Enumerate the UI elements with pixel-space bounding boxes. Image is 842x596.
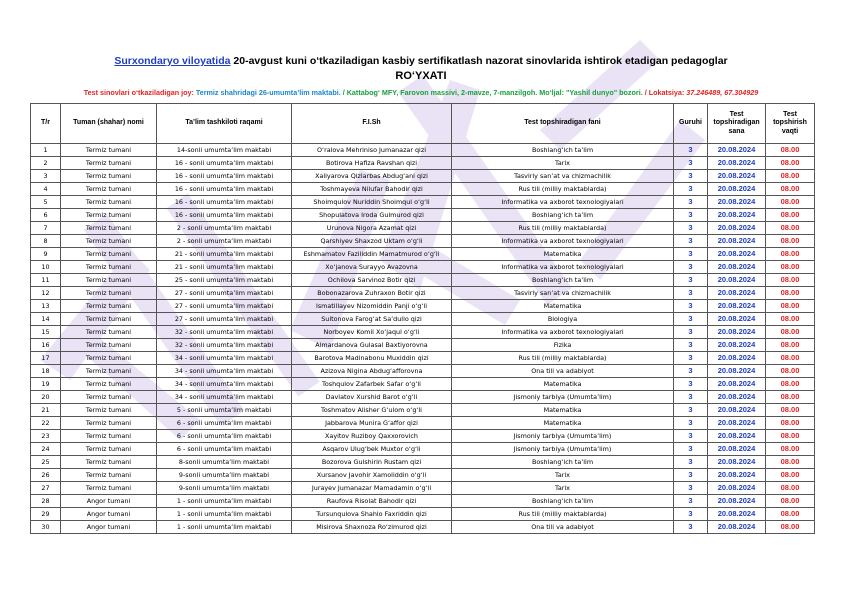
date-cell: 20.08.2024: [708, 417, 766, 430]
school-cell: 6 - sonli umumta’lim maktabi: [157, 417, 292, 430]
district-cell: Angor tumani: [61, 495, 157, 508]
table-row: [31, 222, 815, 235]
group-cell: 3: [674, 300, 708, 313]
school-cell: 1 - sonli umumta’lim maktabi: [157, 495, 292, 508]
location-label: Test sinovlari o‘tkaziladigan joy:: [83, 88, 194, 97]
subject-cell: Matematika: [452, 404, 674, 417]
district-cell: Termiz tumani: [61, 469, 157, 482]
date-cell: 20.08.2024: [708, 456, 766, 469]
time-cell: 08.00: [766, 456, 815, 469]
location-address: / Kattabog‘ MFY, Farovon massivi, 2-mavze, 7-manzilgoh. Mo‘ljal: "Yashil dunyo" bozori.: [340, 88, 643, 97]
name-cell: Shoimqulov Nuriddin Shoimqul o‘g‘li: [292, 196, 452, 209]
date-cell: 20.08.2024: [708, 482, 766, 495]
subject-cell: Fizika: [452, 339, 674, 352]
school-cell: 32 - sonli umumta’lim maktabi: [157, 326, 292, 339]
group-cell: 3: [674, 521, 708, 534]
table-row: [31, 469, 815, 482]
row-number: 17: [31, 352, 61, 365]
district-cell: Termiz tumani: [61, 261, 157, 274]
row-number: 10: [31, 261, 61, 274]
school-cell: 5 - sonli umumta’lim maktabi: [157, 404, 292, 417]
subject-cell: Tarix: [452, 482, 674, 495]
group-cell: 3: [674, 209, 708, 222]
time-cell: 08.00: [766, 404, 815, 417]
school-cell: 1 - sonli umumta’lim maktabi: [157, 508, 292, 521]
time-cell: 08.00: [766, 235, 815, 248]
school-cell: 27 - sonli umumta’lim maktabi: [157, 313, 292, 326]
row-number: 30: [31, 521, 61, 534]
subject-cell: Jismoniy tarbiya (Umumta’lim): [452, 430, 674, 443]
district-cell: Termiz tumani: [61, 248, 157, 261]
subject-cell: Informatika va axborot texnologiyalari: [452, 326, 674, 339]
table-row: [31, 183, 815, 196]
subject-cell: Ona tili va adabiyot: [452, 521, 674, 534]
group-cell: 3: [674, 469, 708, 482]
name-cell: Qarshiyev Shaxzod Uktam o‘g‘li: [292, 235, 452, 248]
name-cell: Urunova Nigora Azamat qizi: [292, 222, 452, 235]
name-cell: Toshmayeva Nilufar Bahodir qizi: [292, 183, 452, 196]
row-number: 16: [31, 339, 61, 352]
district-cell: Termiz tumani: [61, 443, 157, 456]
school-cell: 34 - sonli umumta’lim maktabi: [157, 391, 292, 404]
row-number: 27: [31, 482, 61, 495]
name-cell: Xursanov Javohir Xamoliddin o‘g‘li: [292, 469, 452, 482]
row-number: 5: [31, 196, 61, 209]
group-cell: 3: [674, 365, 708, 378]
date-cell: 20.08.2024: [708, 469, 766, 482]
group-cell: 3: [674, 144, 708, 157]
date-cell: 20.08.2024: [708, 365, 766, 378]
row-number: 26: [31, 469, 61, 482]
subject-cell: Tarix: [452, 157, 674, 170]
location-coords: 37.246489, 67.304929: [684, 88, 759, 97]
time-cell: 08.00: [766, 482, 815, 495]
school-cell: 34 - sonli umumta’lim maktabi: [157, 378, 292, 391]
row-number: 18: [31, 365, 61, 378]
date-cell: 20.08.2024: [708, 339, 766, 352]
date-cell: 20.08.2024: [708, 287, 766, 300]
table-row: [31, 443, 815, 456]
group-cell: 3: [674, 170, 708, 183]
name-cell: Bobonazarova Zuhraxon Botir qizi: [292, 287, 452, 300]
subject-cell: Biologiya: [452, 313, 674, 326]
time-cell: 08.00: [766, 521, 815, 534]
group-cell: 3: [674, 378, 708, 391]
district-cell: Termiz tumani: [61, 196, 157, 209]
subject-cell: Boshlang‘ich ta’lim: [452, 495, 674, 508]
district-cell: Termiz tumani: [61, 456, 157, 469]
row-number: 21: [31, 404, 61, 417]
subject-cell: Informatika va axborot texnologiyalari: [452, 196, 674, 209]
school-cell: 27 - sonli umumta’lim maktabi: [157, 300, 292, 313]
school-cell: 21 - sonli umumta’lim maktabi: [157, 261, 292, 274]
district-cell: Termiz tumani: [61, 157, 157, 170]
row-number: 8: [31, 235, 61, 248]
table-row: [31, 456, 815, 469]
table-row: [31, 404, 815, 417]
name-cell: Ochilova Sarvinoz Botir qizi: [292, 274, 452, 287]
group-cell: 3: [674, 443, 708, 456]
column-header: Test topshiradigan fani: [452, 104, 674, 144]
date-cell: 20.08.2024: [708, 378, 766, 391]
group-cell: 3: [674, 274, 708, 287]
table-row: [31, 209, 815, 222]
date-cell: 20.08.2024: [708, 300, 766, 313]
date-cell: 20.08.2024: [708, 326, 766, 339]
group-cell: 3: [674, 417, 708, 430]
group-cell: 3: [674, 404, 708, 417]
row-number: 9: [31, 248, 61, 261]
subject-cell: Rus tili (milliy maktablarda): [452, 508, 674, 521]
district-cell: Termiz tumani: [61, 300, 157, 313]
district-cell: Termiz tumani: [61, 430, 157, 443]
table-row: [31, 170, 815, 183]
district-cell: Termiz tumani: [61, 339, 157, 352]
school-cell: 27 - sonli umumta’lim maktabi: [157, 287, 292, 300]
group-cell: 3: [674, 352, 708, 365]
date-cell: 20.08.2024: [708, 521, 766, 534]
table-row: [31, 313, 815, 326]
row-number: 25: [31, 456, 61, 469]
name-cell: Botirova Hafiza Ravshan qizi: [292, 157, 452, 170]
time-cell: 08.00: [766, 365, 815, 378]
time-cell: 08.00: [766, 313, 815, 326]
row-number: 13: [31, 300, 61, 313]
table-row: [31, 378, 815, 391]
table-row: [31, 352, 815, 365]
table-row: [31, 391, 815, 404]
row-number: 11: [31, 274, 61, 287]
name-cell: Shopulatova Iroda Gulmurod qizi: [292, 209, 452, 222]
name-cell: Davlatov Xurshid Barot o‘g‘li: [292, 391, 452, 404]
time-cell: 08.00: [766, 170, 815, 183]
time-cell: 08.00: [766, 157, 815, 170]
time-cell: 08.00: [766, 495, 815, 508]
district-cell: Termiz tumani: [61, 326, 157, 339]
subject-cell: Boshlang‘ich ta’lim: [452, 274, 674, 287]
table-row: [31, 521, 815, 534]
region-name: Surxondaryo viloyatida: [114, 55, 231, 67]
group-cell: 3: [674, 456, 708, 469]
subject-cell: Informatika va axborot texnologiyalari: [452, 261, 674, 274]
column-header: Ta’lim tashkiloti raqami: [157, 104, 292, 144]
subject-cell: Boshlang‘ich ta’lim: [452, 209, 674, 222]
subject-cell: Jismoniy tarbiya (Umumta’lim): [452, 391, 674, 404]
district-cell: Termiz tumani: [61, 235, 157, 248]
school-cell: 16 - sonli umumta’lim maktabi: [157, 157, 292, 170]
name-cell: Almardanova Gulasal Baxtiyorovna: [292, 339, 452, 352]
column-header: T/r: [31, 104, 61, 144]
table-row: [31, 365, 815, 378]
row-number: 4: [31, 183, 61, 196]
subject-cell: Matematika: [452, 248, 674, 261]
school-cell: 25 - sonli umumta’lim maktabi: [157, 274, 292, 287]
test-location-line: [0, 88, 842, 97]
row-number: 22: [31, 417, 61, 430]
title-text: 20-avgust kuni o‘tkaziladigan kasbiy sertifikatlash nazorat sinovlarida ishtirok etadigan pedagoglar: [230, 55, 728, 67]
table-row: [31, 196, 815, 209]
date-cell: 20.08.2024: [708, 313, 766, 326]
date-cell: 20.08.2024: [708, 443, 766, 456]
row-number: 6: [31, 209, 61, 222]
subject-cell: Rus tili (milliy maktablarda): [452, 183, 674, 196]
group-cell: 3: [674, 235, 708, 248]
group-cell: 3: [674, 183, 708, 196]
date-cell: 20.08.2024: [708, 222, 766, 235]
row-number: 23: [31, 430, 61, 443]
time-cell: 08.00: [766, 378, 815, 391]
district-cell: Termiz tumani: [61, 417, 157, 430]
table-row: [31, 144, 815, 157]
name-cell: Xo‘janova Surayyo Avazovna: [292, 261, 452, 274]
column-header: Tuman (shahar) nomi: [61, 104, 157, 144]
date-cell: 20.08.2024: [708, 170, 766, 183]
date-cell: 20.08.2024: [708, 209, 766, 222]
group-cell: 3: [674, 248, 708, 261]
name-cell: Jurayev Jumanazar Mamadamin o‘g‘li: [292, 482, 452, 495]
school-cell: 21 - sonli umumta’lim maktabi: [157, 248, 292, 261]
date-cell: 20.08.2024: [708, 495, 766, 508]
time-cell: 08.00: [766, 508, 815, 521]
group-cell: 3: [674, 222, 708, 235]
date-cell: 20.08.2024: [708, 196, 766, 209]
name-cell: Ismatillayev Nizomiddin Panji o‘g‘li: [292, 300, 452, 313]
date-cell: 20.08.2024: [708, 235, 766, 248]
time-cell: 08.00: [766, 248, 815, 261]
district-cell: Termiz tumani: [61, 209, 157, 222]
date-cell: 20.08.2024: [708, 352, 766, 365]
table-row: [31, 326, 815, 339]
group-cell: 3: [674, 287, 708, 300]
subject-cell: Rus tili (milliy maktablarda): [452, 222, 674, 235]
school-cell: 6 - sonli umumta’lim maktabi: [157, 430, 292, 443]
time-cell: 08.00: [766, 352, 815, 365]
document-subtitle: RO‘YXATI: [395, 70, 447, 82]
group-cell: 3: [674, 196, 708, 209]
subject-cell: Boshlang‘ich ta’lim: [452, 144, 674, 157]
time-cell: 08.00: [766, 183, 815, 196]
district-cell: Termiz tumani: [61, 183, 157, 196]
district-cell: Angor tumani: [61, 521, 157, 534]
school-cell: 16 - sonli umumta’lim maktabi: [157, 183, 292, 196]
table-row: [31, 508, 815, 521]
subject-cell: Informatika va axborot texnologiyalari: [452, 235, 674, 248]
school-cell: 16 - sonli umumta’lim maktabi: [157, 196, 292, 209]
row-number: 19: [31, 378, 61, 391]
district-cell: Termiz tumani: [61, 222, 157, 235]
subject-cell: Rus tili (milliy maktablarda): [452, 352, 674, 365]
subject-cell: Matematika: [452, 378, 674, 391]
district-cell: Termiz tumani: [61, 404, 157, 417]
name-cell: Tursunqulova Shahlo Faxriddin qizi: [292, 508, 452, 521]
time-cell: 08.00: [766, 209, 815, 222]
group-cell: 3: [674, 508, 708, 521]
row-number: 2: [31, 157, 61, 170]
group-cell: 3: [674, 261, 708, 274]
row-number: 20: [31, 391, 61, 404]
location-coords-label: / Lokatsiya:: [642, 88, 685, 97]
school-cell: 34 - sonli umumta’lim maktabi: [157, 352, 292, 365]
row-number: 1: [31, 144, 61, 157]
row-number: 7: [31, 222, 61, 235]
name-cell: Jabbarova Munira G‘affor qizi: [292, 417, 452, 430]
row-number: 28: [31, 495, 61, 508]
district-cell: Termiz tumani: [61, 365, 157, 378]
name-cell: Misirova Shaxnoza Ro‘zimurod qizi: [292, 521, 452, 534]
school-cell: 32 - sonli umumta’lim maktabi: [157, 339, 292, 352]
column-header: Test topshiradigan sana: [708, 104, 766, 144]
district-cell: Termiz tumani: [61, 352, 157, 365]
school-cell: 2 - sonli umumta’lim maktabi: [157, 235, 292, 248]
subject-cell: Tasviriy san’at va chizmachilik: [452, 170, 674, 183]
time-cell: 08.00: [766, 196, 815, 209]
district-cell: Termiz tumani: [61, 170, 157, 183]
name-cell: Asqarov Ulug‘bek Muxtor o‘g‘li: [292, 443, 452, 456]
time-cell: 08.00: [766, 391, 815, 404]
table-header-row: [31, 104, 815, 144]
school-cell: 16 - sonli umumta’lim maktabi: [157, 170, 292, 183]
row-number: 29: [31, 508, 61, 521]
school-cell: 16 - sonli umumta’lim maktabi: [157, 209, 292, 222]
row-number: 14: [31, 313, 61, 326]
date-cell: 20.08.2024: [708, 391, 766, 404]
time-cell: 08.00: [766, 469, 815, 482]
participants-table: [30, 103, 815, 534]
date-cell: 20.08.2024: [708, 183, 766, 196]
name-cell: Sultonova Farog‘at Sa’dullo qizi: [292, 313, 452, 326]
table-row: [31, 417, 815, 430]
time-cell: 08.00: [766, 144, 815, 157]
date-cell: 20.08.2024: [708, 144, 766, 157]
name-cell: Raufova Risolat Bahodir qizi: [292, 495, 452, 508]
time-cell: 08.00: [766, 417, 815, 430]
district-cell: Termiz tumani: [61, 274, 157, 287]
group-cell: 3: [674, 482, 708, 495]
name-cell: Norboyev Komil Xo‘jaqul o‘g‘li: [292, 326, 452, 339]
row-number: 3: [31, 170, 61, 183]
table-row: [31, 157, 815, 170]
school-cell: 8-sonli umumta’lim maktabi: [157, 456, 292, 469]
group-cell: 3: [674, 313, 708, 326]
table-row: [31, 339, 815, 352]
table-row: [31, 482, 815, 495]
district-cell: Termiz tumani: [61, 378, 157, 391]
subject-cell: Tarix: [452, 469, 674, 482]
document-title: [0, 55, 842, 67]
column-header: Test topshirish vaqti: [766, 104, 815, 144]
name-cell: O‘ralova Mehriniso Jumanazar qizi: [292, 144, 452, 157]
time-cell: 08.00: [766, 274, 815, 287]
subject-cell: Jismoniy tarbiya (Umumta’lim): [452, 443, 674, 456]
subject-cell: Tasviriy san’at va chizmachilik: [452, 287, 674, 300]
district-cell: Termiz tumani: [61, 287, 157, 300]
table-row: [31, 248, 815, 261]
date-cell: 20.08.2024: [708, 157, 766, 170]
group-cell: 3: [674, 430, 708, 443]
school-cell: 34 - sonli umumta’lim maktabi: [157, 365, 292, 378]
date-cell: 20.08.2024: [708, 430, 766, 443]
column-header: F.I.Sh: [292, 104, 452, 144]
date-cell: 20.08.2024: [708, 261, 766, 274]
name-cell: Barotova Madinabonu Muxiddin qizi: [292, 352, 452, 365]
district-cell: Termiz tumani: [61, 482, 157, 495]
table-row: [31, 495, 815, 508]
date-cell: 20.08.2024: [708, 404, 766, 417]
name-cell: Xayitov Ruziboy Qaxxorovich: [292, 430, 452, 443]
table-row: [31, 300, 815, 313]
subject-cell: Boshlang‘ich ta’lim: [452, 456, 674, 469]
time-cell: 08.00: [766, 326, 815, 339]
school-cell: 14-sonli umumta’lim maktabi: [157, 144, 292, 157]
date-cell: 20.08.2024: [708, 274, 766, 287]
district-cell: Angor tumani: [61, 508, 157, 521]
row-number: 24: [31, 443, 61, 456]
column-header: Guruhi: [674, 104, 708, 144]
date-cell: 20.08.2024: [708, 248, 766, 261]
time-cell: 08.00: [766, 443, 815, 456]
group-cell: 3: [674, 157, 708, 170]
time-cell: 08.00: [766, 261, 815, 274]
name-cell: Eshmamatov Faziliddin Mamatmurod o‘g‘li: [292, 248, 452, 261]
time-cell: 08.00: [766, 339, 815, 352]
school-cell: 9-sonli umumta’lim maktabi: [157, 482, 292, 495]
table-row: [31, 287, 815, 300]
date-cell: 20.08.2024: [708, 508, 766, 521]
row-number: 15: [31, 326, 61, 339]
time-cell: 08.00: [766, 300, 815, 313]
table-row: [31, 235, 815, 248]
location-place: Termiz shahridagi 26-umumta’lim maktabi.: [193, 88, 341, 97]
group-cell: 3: [674, 391, 708, 404]
district-cell: Termiz tumani: [61, 391, 157, 404]
name-cell: Toshmatov Alisher G‘ulom o‘g‘li: [292, 404, 452, 417]
school-cell: 1 - sonli umumta’lim maktabi: [157, 521, 292, 534]
school-cell: 2 - sonli umumta’lim maktabi: [157, 222, 292, 235]
table-row: [31, 261, 815, 274]
district-cell: Termiz tumani: [61, 313, 157, 326]
group-cell: 3: [674, 326, 708, 339]
name-cell: Xaliyarova Qizlarbas Abdug‘ani qizi: [292, 170, 452, 183]
name-cell: Bozorova Gulshirin Rustam qizi: [292, 456, 452, 469]
time-cell: 08.00: [766, 222, 815, 235]
district-cell: Termiz tumani: [61, 144, 157, 157]
school-cell: 6 - sonli umumta’lim maktabi: [157, 443, 292, 456]
time-cell: 08.00: [766, 430, 815, 443]
row-number: 12: [31, 287, 61, 300]
subject-cell: Matematika: [452, 300, 674, 313]
subject-cell: Matematika: [452, 417, 674, 430]
time-cell: 08.00: [766, 287, 815, 300]
table-row: [31, 274, 815, 287]
name-cell: Toshqulov Zafarbek Safar o‘g‘li: [292, 378, 452, 391]
group-cell: 3: [674, 495, 708, 508]
group-cell: 3: [674, 339, 708, 352]
school-cell: 9-sonli umumta’lim maktabi: [157, 469, 292, 482]
subject-cell: Ona tili va adabiyot: [452, 365, 674, 378]
table-row: [31, 430, 815, 443]
name-cell: Azizova Nigina Abdug‘afforovna: [292, 365, 452, 378]
